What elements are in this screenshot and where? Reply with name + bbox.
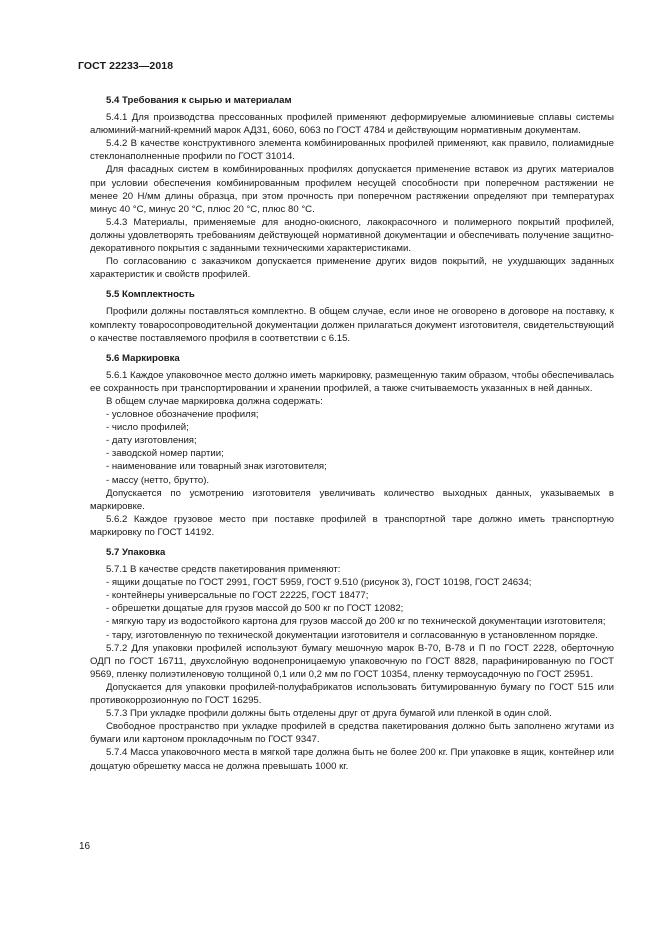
section-heading: 5.5 Комплектность: [106, 289, 195, 301]
paragraph: В общем случае маркировка должна содержать:: [106, 395, 323, 407]
section-heading: 5.4 Требования к сырью и материалам: [106, 95, 292, 106]
list-item: - контейнеры универсальные по ГОСТ 22225, ГОСТ 18477;: [106, 590, 369, 602]
list-item: - ящики дощатые по ГОСТ 2991, ГОСТ 5959, ГОСТ 9.510 (рисунок 3), ГОСТ 10198, ГОСТ 24634;: [106, 577, 532, 589]
paragraph: 5.4.3 Материалы, применяемые для анодно-окисного, лакокрасочного и полимерного покрытий профилей, должны удовлетворять требованиям действующей нормативной документации и обеспечивать получение защитно-декоративного покрытия с заданными техническими характеристиками.: [90, 216, 614, 255]
page-number: 16: [79, 841, 91, 852]
list-item: - обрешетки дощатые для грузов массой до 500 кг по ГОСТ 12082;: [106, 603, 404, 615]
paragraph: Профили должны поставляться комплектно. В общем случае, если иное не оговорено в договоре на поставку, к комплекту товаросопроводительной документации должен прилагаться документ изготовителя, свидетельствующий о качестве поставляемого профиля в соответствии с 6.15.: [90, 306, 614, 344]
section-heading: 5.7 Упаковка: [106, 547, 166, 558]
list-item: - условное обозначение профиля;: [106, 409, 259, 421]
paragraph: Свободное пространство при укладке профилей в средства пакетирования должно быть заполнено жгутами из бумаги или картоном прокладочным по ГОСТ 9347.: [90, 721, 614, 746]
paragraph: 5.6.1 Каждое упаковочное место должно иметь маркировку, размещенную таким образом, чтобы обеспечивалась ее сохранность при транспортировании и хранении профилей, а также считываемость указанных в ней данных.: [90, 369, 614, 394]
paragraph: По согласованию с заказчиком допускается применение других видов покрытий, не ухудшающих заданных характеристик и свойств профилей.: [90, 256, 614, 281]
section-5-4: [90, 94, 614, 281]
paragraph: Допускается по усмотрению изготовителя увеличивать количество выходных данных, указываемых в маркировке.: [90, 487, 614, 512]
section-heading: 5.6 Маркировка: [106, 352, 180, 364]
paragraph: - мягкую тару из водостойкого картона для грузов массой до 200 кг по технической документации изготовителя;: [106, 616, 606, 628]
paragraph: 5.4.1 Для производства прессованных профилей применяют деформируемые алюминиевые сплавы системы алюминий-магний-кремний марок АД31, 6060, 6063 по ГОСТ 4784 и действующим нормативным документам.: [90, 112, 614, 137]
paragraph: 5.6.2 Каждое грузовое место при поставке профилей в транспортной таре должно иметь транспортную маркировку по ГОСТ 14192.: [90, 513, 614, 538]
list-item: - дату изготовления;: [106, 435, 197, 447]
paragraph: 5.7.2 Для упаковки профилей используют бумагу мешочную марок В-70, В-78 и П по ГОСТ 2228, оберточную ОДП по ГОСТ 16711, двухслойную водонепроницаемую упаковочную по ГОСТ 8828, парафинированную по ГОСТ 9569, пленку полиэтиленовую толщиной 0,1 или 0,2 мм по ГОСТ 10354, пленку термоусадочную по ГОСТ 25951.: [90, 642, 614, 680]
list-item: - массу (нетто, брутто).: [106, 474, 210, 486]
section-5-5: [90, 288, 614, 344]
paragraph: - тару, изготовленную по технической документации изготовителя и согласованную в установленном порядке.: [106, 629, 598, 641]
document-body: [90, 94, 614, 773]
section-5-6: [90, 352, 614, 539]
list-item: - заводской номер партии;: [106, 448, 224, 460]
section-5-7: [90, 546, 614, 773]
paragraph: Допускается для упаковки профилей-полуфабрикатов использовать битумированную бумагу по ГОСТ 515 или противокоррозионную по ГОСТ 16295.: [90, 681, 614, 707]
paragraph: 5.4.2 В качестве конструктивного элемента комбинированных профилей применяют, как правило, полиамидные стеклонаполненные профили по ГОСТ 31014.: [90, 138, 614, 163]
document-header: ГОСТ 22233—2018: [78, 60, 174, 72]
paragraph: 5.7.1 В качестве средств пакетирования применяют:: [106, 564, 341, 576]
paragraph: 5.7.3 При укладке профили должны быть отделены друг от друга бумагой или пленкой в один слой.: [106, 708, 552, 720]
paragraph: Для фасадных систем в комбинированных профилях допускается применение вставок из других материалов при условии обеспечения комбинированным профилем несущей способности при поперечном растяжении не менее 20 Н/мм длины образца, при этом прочность при поперечном растяжении определяют при температурах минус 40 °С, минус 20 °С, плюс 20 °С, плюс 80 °С.: [90, 164, 614, 215]
list-item: - число профилей;: [106, 422, 189, 434]
paragraph: 5.7.4 Масса упаковочного места в мягкой таре должна быть не более 200 кг. При упаковке в ящик, контейнер или дощатую обрешетку масса не должна превышать 1000 кг.: [90, 747, 614, 772]
list-item: - наименование или товарный знак изготовителя;: [106, 461, 327, 473]
